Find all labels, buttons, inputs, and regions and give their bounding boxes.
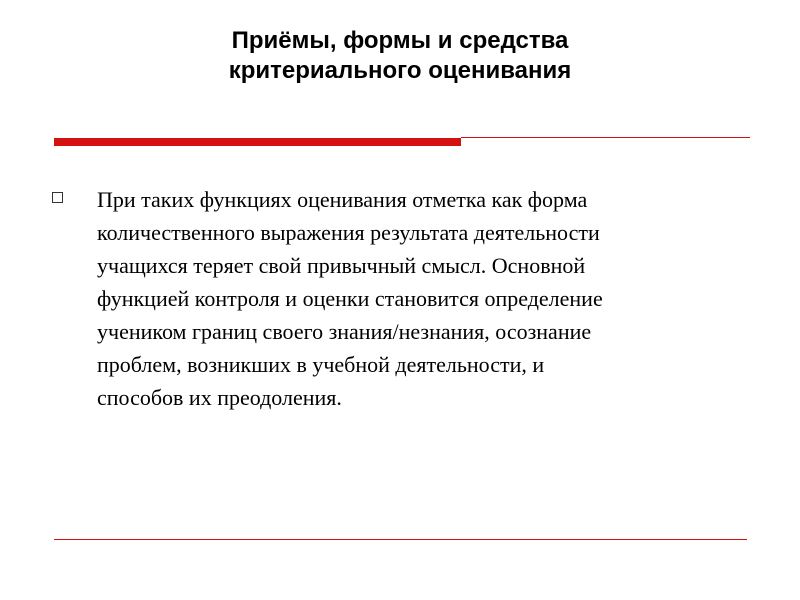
title-underline-thin (461, 137, 750, 138)
slide-title (0, 26, 800, 86)
slide-title-line-2: критериального оценивания (228, 57, 572, 84)
bullet-text-line: функцией контроля и оценки становится определение (97, 286, 603, 311)
bullet-text-line: количественного выражения результата деятельности (97, 220, 600, 245)
bullet-text-line: способов их преодоления. (97, 385, 342, 410)
slide-title-line-1: Приёмы, формы и средства (231, 27, 569, 54)
bullet-text-line: При таких функциях оценивания отметка как форма (97, 187, 588, 212)
bullet-text-line: учащихся теряет свой привычный смысл. Основной (97, 253, 586, 278)
bullet-text-line: учеником границ своего знания/незнания, осознание (97, 319, 592, 344)
bullet-text-line: проблем, возникших в учебной деятельности, и (97, 352, 545, 377)
bullet-text (97, 183, 742, 414)
square-bullet-icon (52, 192, 63, 203)
title-underline-thick (54, 138, 461, 146)
footer-rule (54, 539, 747, 540)
